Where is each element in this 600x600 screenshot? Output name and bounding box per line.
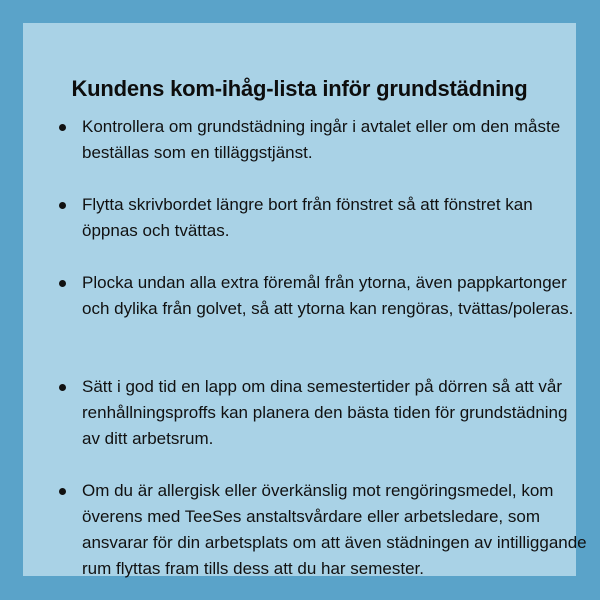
- page-title: Kundens kom-ihåg-lista inför grundstädning: [71, 76, 528, 101]
- list-item-text: Om du är allergisk eller överkänslig mot rengöringsmedel, kom överens med TeeSes anstaltsvårdare eller arbetsledare, som ansvarar för din arbetsplats om att även städningen av intilliggande rum flyttas fram tills dess att du har semester.: [82, 481, 587, 578]
- list-item: [59, 478, 589, 582]
- list-item-text: Flytta skrivbordet längre bort från fönstret så att fönstret kan öppnas och tvättas.: [82, 195, 533, 240]
- list-item: [59, 270, 589, 322]
- bullet-icon: [59, 384, 66, 391]
- bullet-icon: [59, 202, 66, 209]
- bullet-icon: [59, 488, 66, 495]
- list-item: [59, 114, 589, 166]
- list-item-text: Kontrollera om grundstädning ingår i avtalet eller om den måste beställas som en tilläggstjänst.: [82, 117, 561, 162]
- list-item: [59, 192, 589, 244]
- bullet-icon: [59, 124, 66, 131]
- checklist-card: [23, 23, 587, 578]
- bullet-icon: [59, 280, 66, 287]
- list-item-text: Sätt i god tid en lapp om dina semestertider på dörren så att vår renhållningsproffs kan planera den bästa tiden för grundstädning av ditt arbetsrum.: [82, 377, 568, 448]
- list-item: [59, 374, 589, 452]
- list-item-text: Plocka undan alla extra föremål från ytorna, även pappkartonger och dylika från golvet, så att ytorna kan rengöras, tvättas/poleras.: [82, 273, 574, 318]
